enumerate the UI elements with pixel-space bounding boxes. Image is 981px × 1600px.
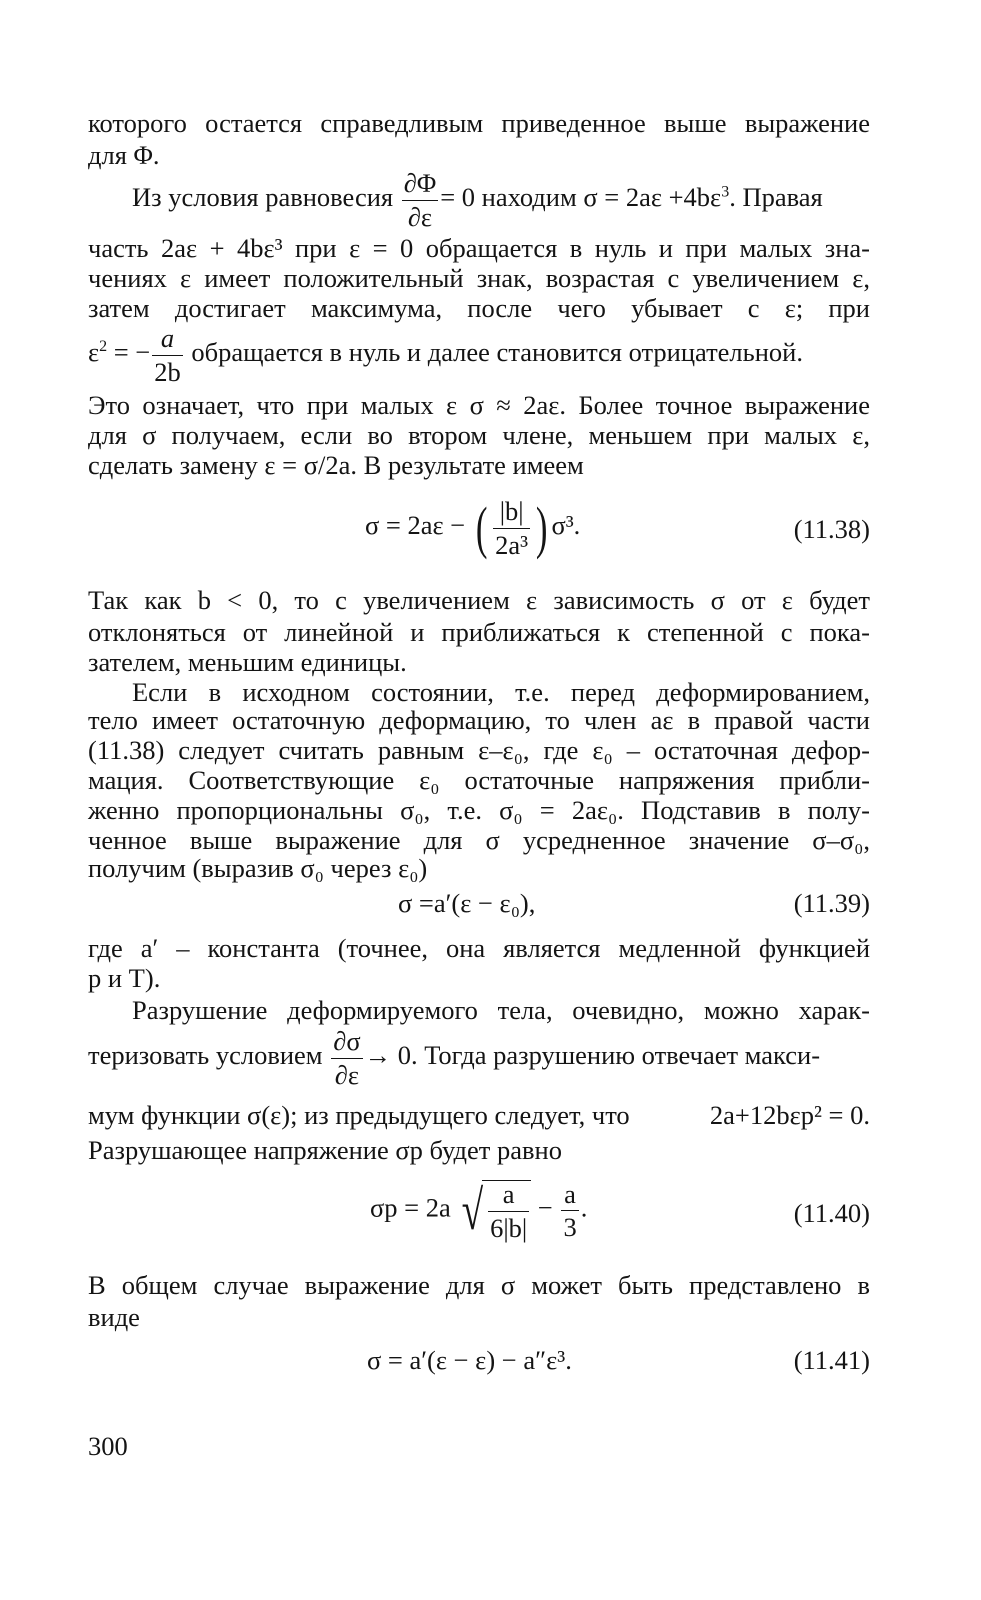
fraction-denominator: 2a³ <box>495 529 529 560</box>
condition-equation: 2a+12bεp² = 0. <box>709 1100 870 1130</box>
text-line: зателем, меньшим единицы. <box>88 647 407 677</box>
fraction-ds-de <box>331 1028 362 1088</box>
text-line-eps-squared: $\varepsilon^2$ = − $\frac{a}{2b}$ обращается в нуль и далее становится отрицательной. <box>88 323 803 387</box>
page-number: 300 <box>88 1431 128 1461</box>
text-line: p и T). <box>88 963 161 993</box>
text-line: Это означает, что при малых ε σ ≈ 2aε. Более точное выражение <box>88 390 870 420</box>
text-line: Разрушение деформируемого тела, очевидно, можно харак- <box>132 995 870 1025</box>
equation-11-39: σ =a′(ε − ε₀), <box>398 888 536 918</box>
fraction-a-2b <box>152 325 183 385</box>
text-span: . Правая <box>729 182 823 213</box>
fraction-b-2a3 <box>493 498 530 558</box>
fraction-numerator: a <box>488 1181 529 1212</box>
equation-11-41: σ = a′(ε − ε) − a″ε³. <box>367 1345 572 1375</box>
fraction-dPhi-de <box>402 170 438 230</box>
text-line: женно пропорциональны σ₀, т.е. σ₀ = 2aε₀. Подставив в полу- <box>88 795 870 825</box>
text-span: теризовать условием <box>88 1040 323 1071</box>
fraction-numerator: |b| <box>493 498 530 529</box>
equation-number: (11.41) <box>793 1345 870 1375</box>
text-line: получим (выразив σ₀ через ε₀) <box>88 853 428 883</box>
equation-number: (11.38) <box>793 514 870 544</box>
fraction-a-6b <box>488 1181 529 1241</box>
text-span: → 0. Тогда разрушению отвечает макси- <box>364 1040 821 1071</box>
text-line: мация. Соответствующие ε₀ остаточные напряжения прибли- <box>88 765 870 795</box>
equation-text: σp = 2a <box>370 1192 451 1223</box>
text-line: Так как b < 0, то с увеличением ε зависимость σ от ε будет <box>88 585 870 615</box>
text-line: Разрушающее напряжение σp будет равно <box>88 1135 562 1165</box>
fraction-denominator: 3 <box>563 1212 577 1242</box>
fraction-numerator: ∂Φ <box>402 170 438 201</box>
fraction-denominator: ∂ε <box>334 1059 360 1090</box>
text-line-destruction-condition <box>88 1028 870 1090</box>
equation-number: (11.40) <box>793 1198 870 1228</box>
text-line: виде <box>88 1302 140 1332</box>
text-span: обращается в нуль и далее становится отрицательной. <box>191 337 803 368</box>
text-line: тело имеет остаточную деформацию, то член aε в правой части <box>88 705 870 735</box>
text-line: ченное выше выражение для σ усредненное значение σ–σ₀, <box>88 825 870 855</box>
text-line: где a′ – константа (точнее, она является медленной функцией <box>88 933 870 963</box>
fraction-numerator: a <box>152 325 183 356</box>
text-span: = 0 находим σ = 2aε +4bε <box>440 182 722 213</box>
text-line <box>88 1100 870 1130</box>
text-span: Из условия равновесия <box>132 182 394 213</box>
text-line: сделать замену ε = σ/2a. В результате имеем <box>88 450 584 480</box>
equation-11-38: σ = 2aε − ( $\frac{|b|}{\text{2a³}}$ ) σ³. <box>365 495 581 560</box>
text-line: для Φ. <box>88 140 160 170</box>
text-line: отклоняться от линейной и приближаться к степенной с пока- <box>88 617 870 647</box>
text-span: мум функции σ(ε); из предыдущего следует, что <box>88 1100 630 1130</box>
fraction-denominator: 2b <box>154 356 181 387</box>
fraction-numerator: ∂σ <box>331 1028 362 1059</box>
equation-text: σ = 2aε − <box>365 510 466 541</box>
text-line: чениях ε имеет положительный знак, возрастая с увеличением ε, <box>88 263 870 293</box>
equation-number: (11.39) <box>793 888 870 918</box>
fraction-denominator: 6|b| <box>490 1212 528 1243</box>
fraction-a-3 <box>561 1178 578 1242</box>
text-line: для σ получаем, если во втором члене, меньшем при малых ε, <box>88 420 870 450</box>
text-line: В общем случае выражение для σ может быть представлено в <box>88 1270 870 1300</box>
fraction-numerator: a <box>561 1181 578 1212</box>
text-line: которого остается справедливым приведенное выше выражение <box>88 108 870 138</box>
fraction-denominator: ∂ε <box>407 201 433 232</box>
text-line: Если в исходном состоянии, т.е. перед деформированием, <box>132 677 870 707</box>
text-line: (11.38) следует считать равным ε–ε₀, где ε₀ – остаточная дефор- <box>88 735 870 765</box>
square-root <box>482 1180 531 1241</box>
text-line: часть 2aε + 4bε³ при ε = 0 обращается в нуль и при малых зна- <box>88 233 870 263</box>
text-line-equilibrium: Из условия равновесия $\frac{\partial\Phi}{\partial\varepsilon}$ = 0 находим $\sigma = 2a\varepsilon +4b\varepsilon^3$. Правая <box>132 168 823 232</box>
text-line: затем достигает максимума, после чего убывает с ε; при <box>88 293 870 323</box>
equation-11-40: σp = 2a √ $\frac{a}{6|b|}$ − $\frac{a}{3}$ . <box>370 1178 588 1243</box>
equation-text: σ³. <box>551 510 581 541</box>
